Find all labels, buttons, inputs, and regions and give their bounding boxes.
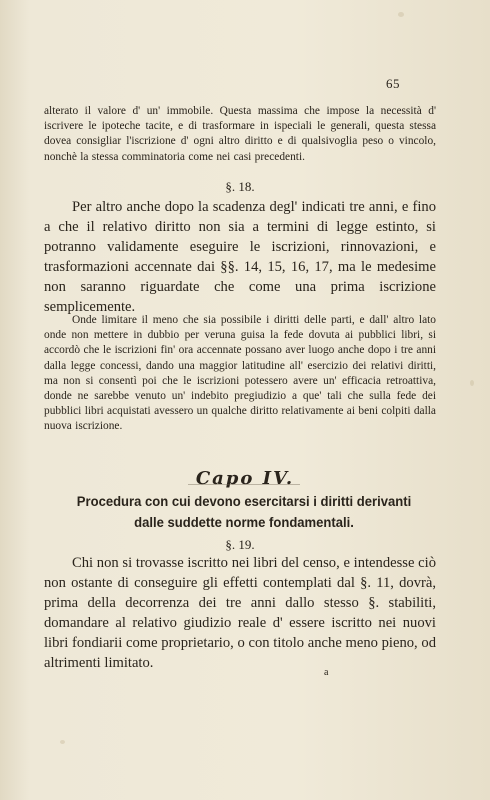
paper-spot — [398, 12, 404, 17]
chapter-heading — [60, 492, 428, 534]
commentary-text-18: Onde limitare il meno che sia possibile i diritti delle parti, e dall' altro lato onde non mettere in dubbio per veruna guisa la fede dovuta ai pubblici libri, si accordò che le iscrizioni fin' ora accennate possano aver luogo anche dopo i tre anni dalla legge concessi, dando una maggior latitudine all' esercizio dei relativi diritti, ma non si consentì poi che le iscrizioni potessero avere un' efficacia retroattiva, donde ne sarebbe venuto un' indebito pregiudizio a que' tali che sulla fede dei pubblici libri acquistati avessero un qualche diritto relativamente ai beni colpiti dalla nuova iscrizione. — [44, 314, 436, 433]
opening-paragraph — [44, 104, 436, 165]
catchword: a — [324, 667, 329, 678]
section-19 — [44, 537, 436, 553]
paper-spot — [60, 740, 65, 744]
article-text-18: Per altro anche dopo la scadenza degl' indicati tre anni, e fino a che il relativo diritto non sia a termini di legge estinto, si potranno validamente eseguire le iscrizioni, rinnovazioni, e trasformazioni accennate dai §§. 14, 15, 16, 17, ma le medesime non saranno riguardate che come una prima iscrizione semplicemente. — [44, 199, 436, 315]
section-mark-18: §. 18. — [225, 179, 255, 194]
section-mark-19: §. 19. — [225, 537, 255, 552]
page-number: 65 — [386, 76, 400, 91]
chapter-label: Capo IV. — [195, 468, 295, 489]
article-text-19: Chi non si trovasse iscritto nei libri del censo, e intendesse ciò non ostante di conseguire gli effetti contemplati dal §. 11, dovrà, prima della decorrenza dei tre anni dallo stesso §. stabiliti, domandare al relativo giudizio reale d' essere iscritto nei nuovi libri fondiarii come proprietario, o con titolo anche meno pieno, od altrimenti limitato. — [44, 555, 436, 671]
paragraph-text: alterato il valore d' un' immobile. Questa massima che impose la necessità d' iscrivere le ipoteche tacite, e di trasformare in ispeciali le generali, questa stessa dovea consigliar l'iscrizione d' ogni altro diritto e di qualsivoglia peso o vincolo, nonchè la stessa comminatoria come nei casi precedenti. — [44, 105, 436, 163]
chapter-heading-line-1: Procedura con cui devono esercitarsi i diritti derivanti — [76, 494, 412, 510]
section-19-text — [44, 553, 436, 673]
section-18-commentary — [44, 313, 436, 435]
paper-spot — [470, 380, 474, 386]
section-18-text — [44, 197, 436, 317]
chapter-heading-line-2: dalle suddette norme fondamentali. — [134, 515, 354, 531]
section-18 — [44, 179, 436, 195]
chapter-rule — [188, 484, 300, 485]
